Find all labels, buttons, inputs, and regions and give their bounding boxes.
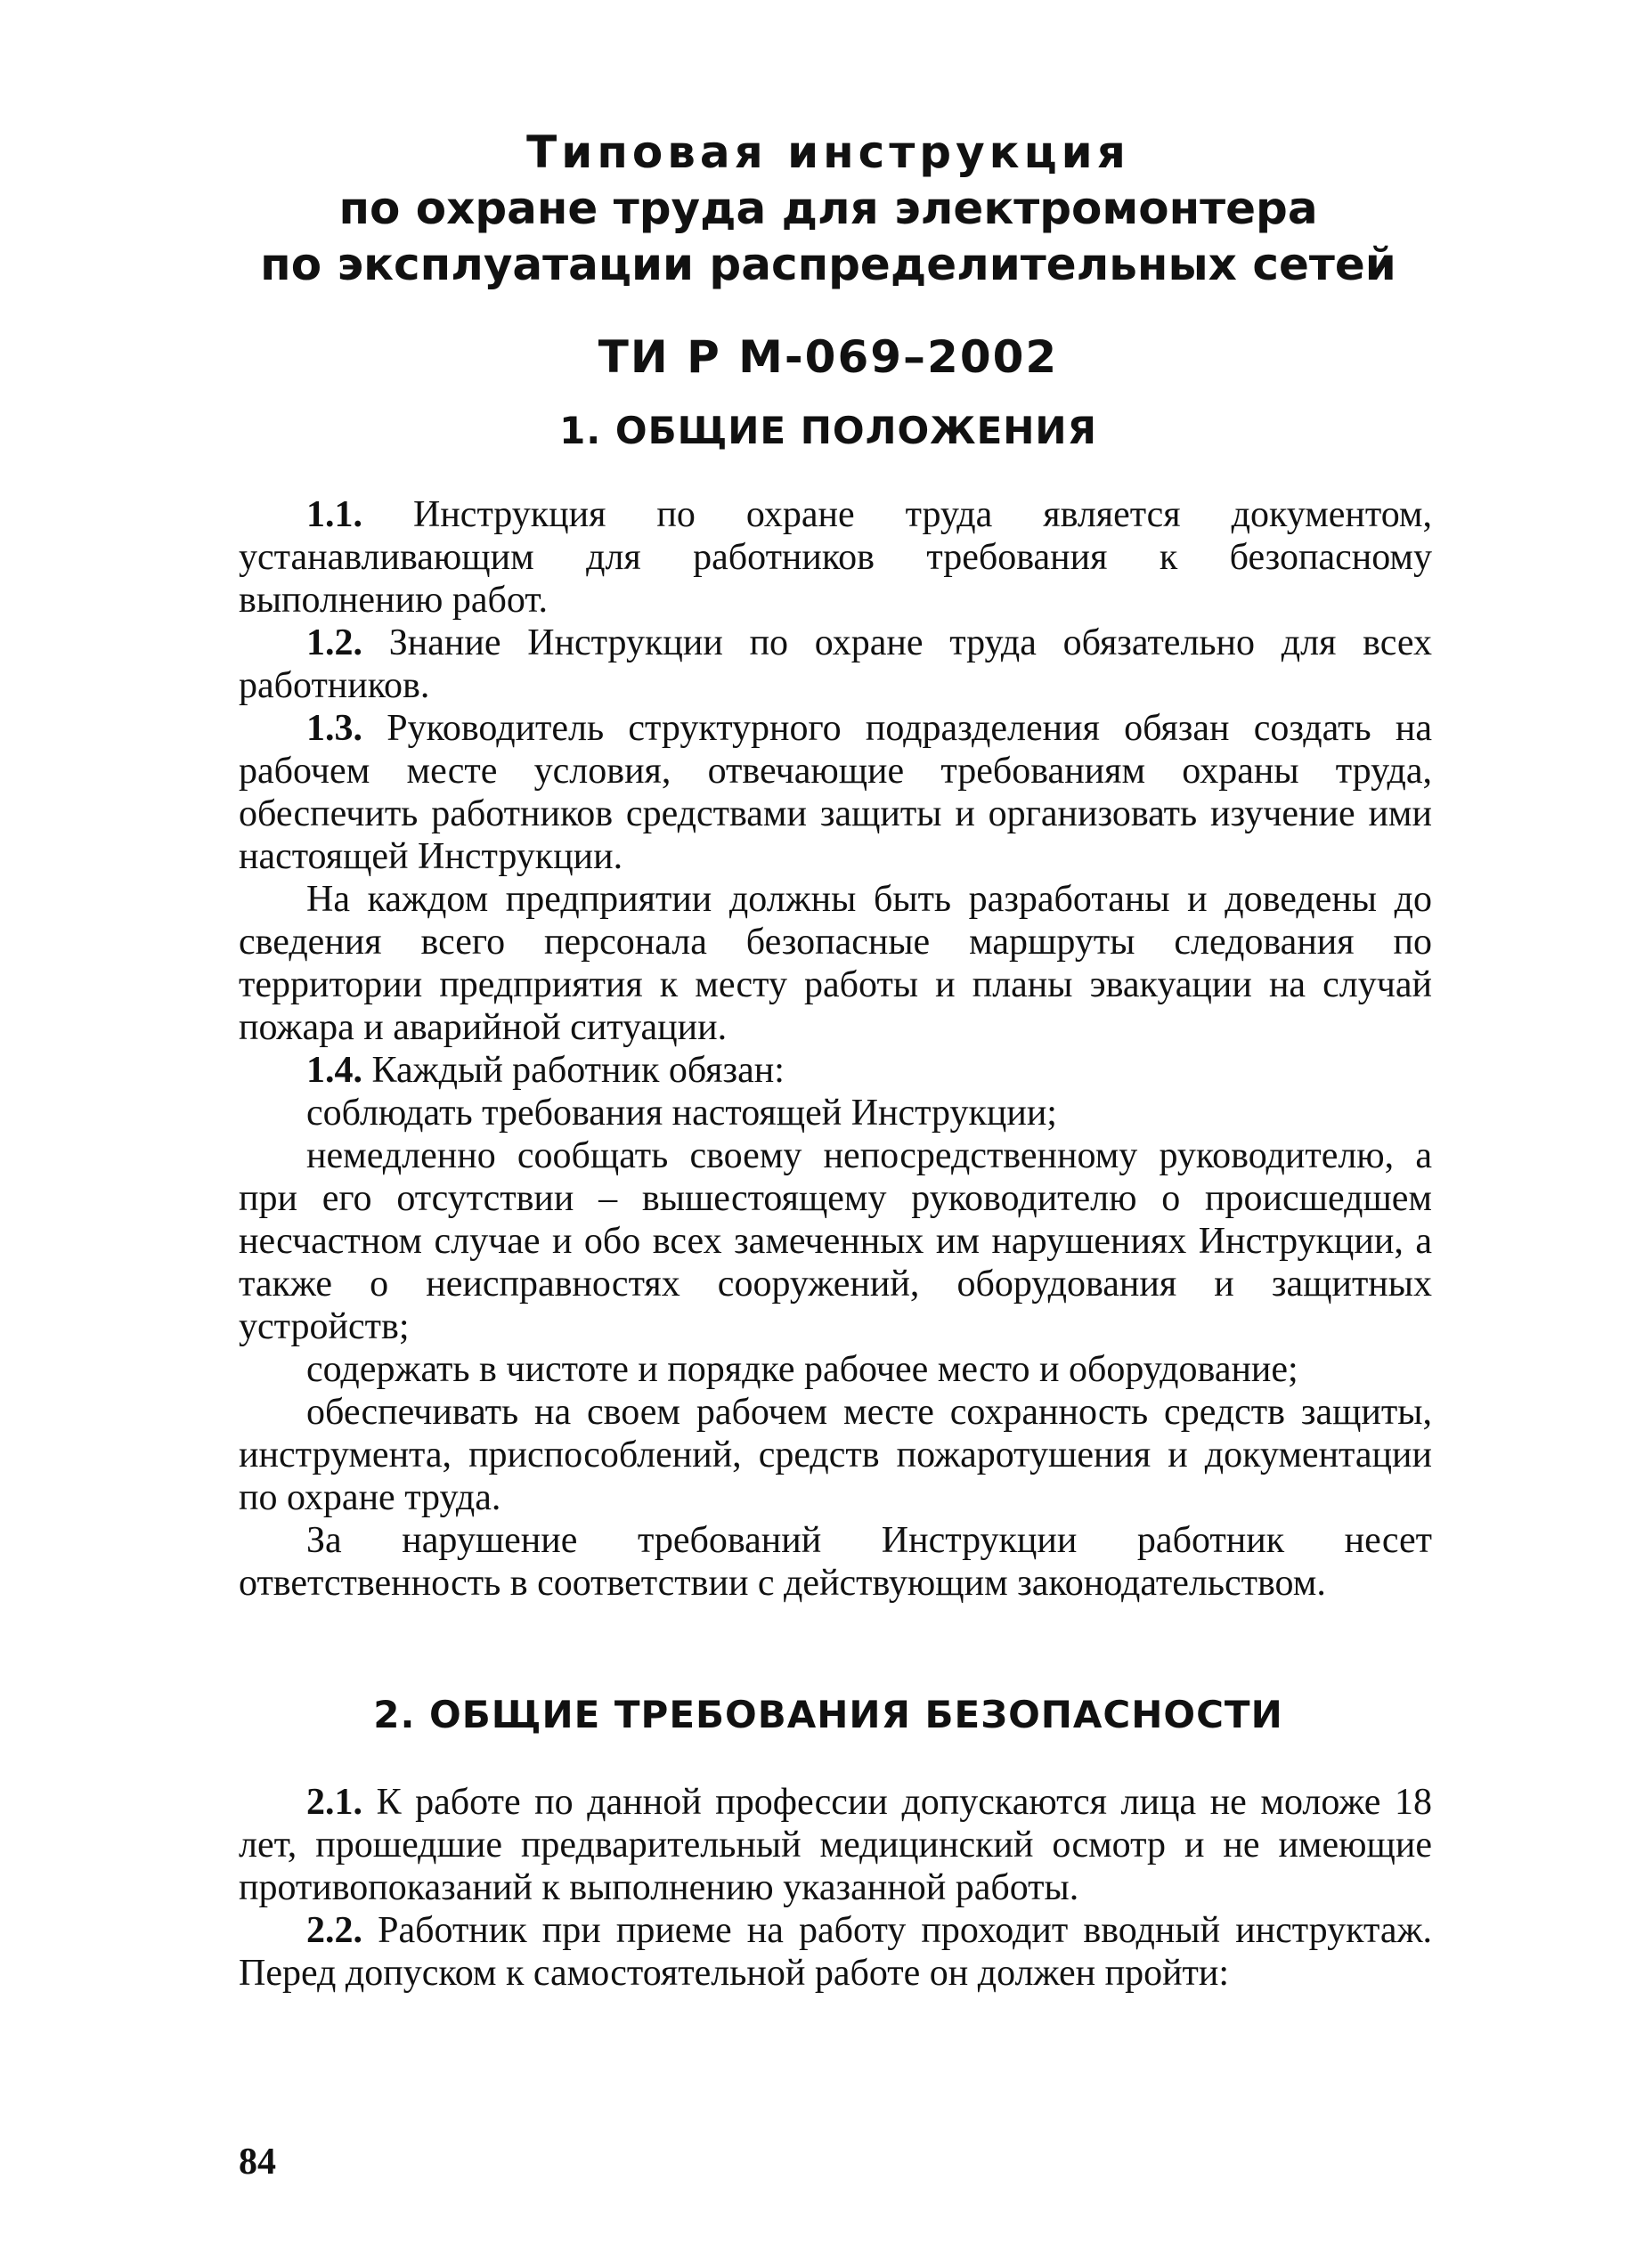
document-header bbox=[178, 125, 1478, 384]
paragraph-responsibility bbox=[239, 1519, 1432, 1605]
page-number: 84 bbox=[239, 2142, 276, 2183]
section-heading-1: 1. ОБЩИЕ ПОЛОЖЕНИЯ bbox=[559, 409, 1097, 452]
paragraph-text: Знание Инструкции по охране труда обязательно для всех работников. bbox=[239, 622, 1432, 706]
paragraph-text: немедленно сообщать своему непосредственному руководителю, а при его отсутствии – вышестоящему руководителю о происшедшем несчастном случае и обо всех замеченных им нарушениях Инструкции, а также о неисправностях сооружений, оборудования и защитных устройств; bbox=[239, 1135, 1432, 1347]
paragraph-number: 1.1. bbox=[306, 494, 362, 535]
duty-item bbox=[239, 1391, 1432, 1519]
paragraph-text: соблюдать требования настоящей Инструкции; bbox=[306, 1093, 1057, 1134]
paragraph-evacuation bbox=[239, 878, 1432, 1049]
section-heading-2: 2. ОБЩИЕ ТРЕБОВАНИЯ БЕЗОПАСНОСТИ bbox=[373, 1693, 1283, 1736]
duty-item bbox=[239, 1134, 1432, 1348]
paragraph-text: обеспечивать на своем рабочем месте сохранность средств защиты, инструмента, приспособлений, средств пожаротушения и документации по охране труда. bbox=[239, 1392, 1432, 1518]
paragraph-number: 2.1. bbox=[306, 1782, 362, 1823]
paragraph-number: 1.3. bbox=[306, 708, 362, 749]
paragraph-2-1 bbox=[239, 1781, 1432, 1909]
section-2-body bbox=[239, 1781, 1432, 1995]
paragraph-text: К работе по данной профессии допускаются лица не моложе 18 лет, прошедшие предварительный медицинский осмотр и не имеющие противопоказаний к выполнению указанной работы. bbox=[239, 1782, 1432, 1908]
duty-item bbox=[239, 1348, 1432, 1391]
paragraph-text: Каждый работник обязан: bbox=[362, 1050, 785, 1091]
paragraph-text: Работник при приеме на работу проходит вводный инструктаж. Перед допуском к самостоятельной работе он должен пройти: bbox=[239, 1910, 1432, 1994]
paragraph-text: Инструкция по охране труда является документом, устанавливающим для работников требования к безопасному выполнению работ. bbox=[239, 494, 1432, 621]
document-code: ТИ Р М-069–2002 bbox=[598, 331, 1059, 383]
paragraph-text: На каждом предприятии должны быть разработаны и доведены до сведения всего персонала безопасные маршруты следования по территории предприятия к месту работы и планы эвакуации на случай пожара и аварийной ситуации. bbox=[239, 879, 1432, 1048]
paragraph-text: Руководитель структурного подразделения обязан создать на рабочем месте условия, отвечающие требованиям охраны труда, обеспечить работников средствами защиты и организовать изучение ими настоящей Инструкции. bbox=[239, 708, 1432, 877]
document-title-line-3: по эксплуатации распределительных сетей bbox=[260, 239, 1396, 290]
paragraph-1-2 bbox=[239, 622, 1432, 707]
document-title-line-1: Типовая инструкция bbox=[526, 126, 1130, 178]
document-title-line-2: по охране труда для электромонтера bbox=[338, 183, 1318, 234]
duty-item bbox=[239, 1092, 1432, 1134]
paragraph-1-3 bbox=[239, 707, 1432, 878]
paragraph-1-4 bbox=[239, 1049, 1432, 1092]
paragraph-number: 1.4. bbox=[306, 1050, 362, 1091]
paragraph-2-2 bbox=[239, 1909, 1432, 1995]
section-1-body bbox=[239, 493, 1432, 1605]
paragraph-number: 2.2. bbox=[306, 1910, 362, 1951]
paragraph-1-1 bbox=[239, 493, 1432, 622]
paragraph-text: содержать в чистоте и порядке рабочее место и оборудование; bbox=[306, 1349, 1298, 1390]
paragraph-text: За нарушение требований Инструкции работник несет ответственность в соответствии с действующим законодательством. bbox=[239, 1520, 1432, 1604]
paragraph-number: 1.2. bbox=[306, 622, 362, 663]
